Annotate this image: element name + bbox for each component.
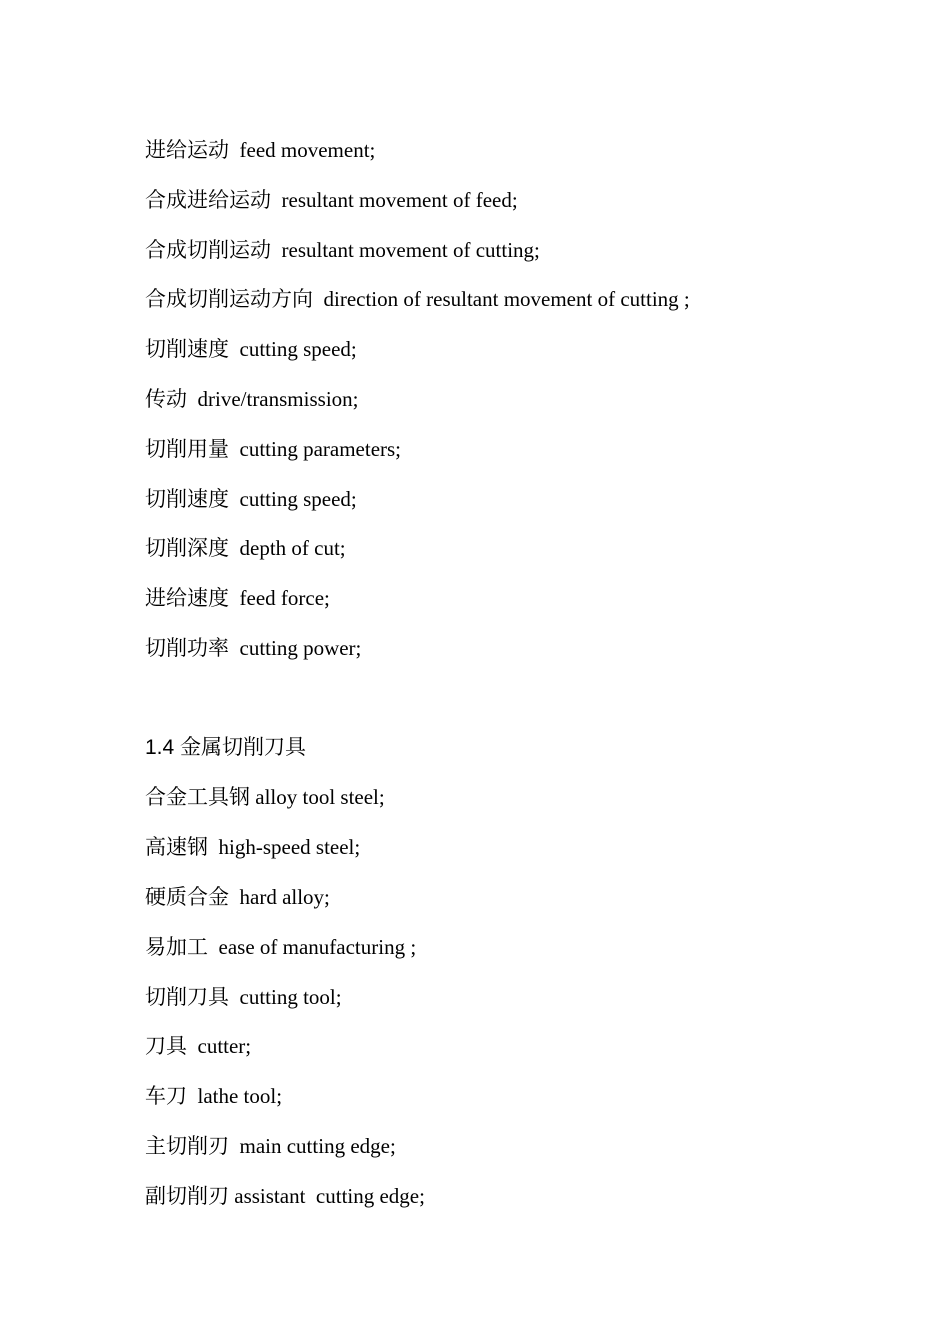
document-page [145,134,905,1230]
term-line: 合成进给运动 resultant movement of feed; [145,187,518,212]
term-line: 合成切削运动 resultant movement of cutting; [145,237,540,262]
term-line: 切削刀具 cutting tool; [145,984,342,1009]
term-line: 主切削刃 main cutting edge; [145,1133,396,1158]
blank-line [145,682,905,732]
term-line: 合金工具钢 alloy tool steel; [145,785,385,810]
term-line: 易加工 ease of manufacturing ; [145,934,417,959]
term-line: 刀具 cutter; [145,1034,252,1059]
term-line: 合成切削运动方向 direction of resultant movement of cutting ; [145,287,690,312]
term-line: 进给速度 feed force; [145,586,330,611]
term-line: 切削深度 depth of cut; [145,536,346,561]
term-line: 进给运动 feed movement; [145,138,376,162]
term-line: 高速钢 high-speed steel; [145,835,361,860]
term-line: 切削功率 cutting power; [145,635,362,660]
term-line: 切削速度 cutting speed; [145,486,357,511]
term-line: 车刀 lathe tool; [145,1084,283,1109]
term-line: 副切削刃 assistant cutting edge; [145,1183,425,1208]
term-line: 切削用量 cutting parameters; [145,436,402,461]
section-heading: 1.4 金属切削刀具 [145,735,307,759]
term-line: 硬质合金 hard alloy; [145,884,330,909]
term-line: 切削速度 cutting speed; [145,337,357,362]
term-line: 传动 drive/transmission; [145,386,359,411]
